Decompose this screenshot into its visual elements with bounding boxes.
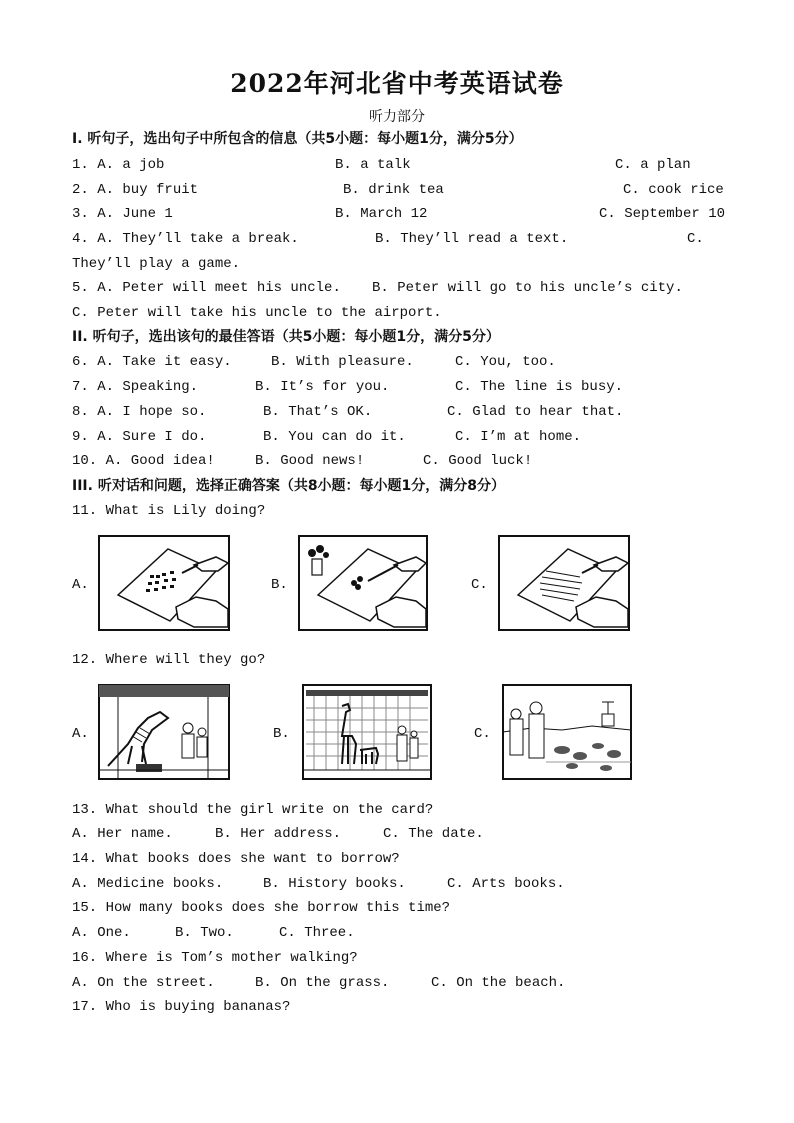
q11-picture-c-writing-letter	[498, 535, 630, 631]
q8-option-a: 8. A. I hope so.	[72, 404, 207, 420]
q7-option-a: 7. A. Speaking.	[72, 379, 199, 395]
q14-option-c: C. Arts books.	[447, 876, 565, 892]
q8-option-b: B. That’s OK.	[263, 404, 373, 420]
q11-picture-a-writing-table	[98, 535, 230, 631]
section-1-heading: Ⅰ. 听句子，选出句子中所包含的信息（共5小题：每小题1分，满分5分）	[72, 131, 523, 147]
q6-option-b: B. With pleasure.	[271, 354, 414, 370]
q2-option-c: C. cook rice	[623, 182, 724, 198]
q10-option-b: B. Good news!	[255, 453, 365, 469]
q13-question: 13. What should the girl write on the card?	[72, 802, 434, 818]
q12-question: 12. Where will they go?	[72, 652, 266, 668]
q11-pic-label-c: C.	[471, 577, 488, 593]
q12-picture-b-zoo	[302, 684, 432, 780]
q16-question: 16. Where is Tom’s mother walking?	[72, 950, 358, 966]
section-3-heading: III. 听对话和问题，选择正确答案（共8小题：每小题1分，满分8分）	[72, 478, 506, 494]
q13-option-b: B. Her address.	[215, 826, 342, 842]
q9-option-a: 9. A. Sure I do.	[72, 429, 207, 445]
q12-pic-label-a: A.	[72, 726, 89, 742]
q14-option-a: A. Medicine books.	[72, 876, 224, 892]
q15-option-b: B. Two.	[175, 925, 234, 941]
q10-option-a: 10. A. Good idea!	[72, 453, 215, 469]
q6-option-c: C. You, too.	[455, 354, 556, 370]
q4-option-c-text: They’ll play a game.	[72, 256, 241, 272]
q16-option-c: C. On the beach.	[431, 975, 566, 991]
q1-option-c: C. a plan	[615, 157, 691, 173]
q16-option-a: A. On the street.	[72, 975, 215, 991]
q14-option-b: B. History books.	[263, 876, 406, 892]
q12-picture-c-farm	[502, 684, 632, 780]
section-2-heading: II. 听句子，选出该句的最佳答语（共5小题：每小题1分，满分5分）	[72, 329, 500, 345]
q15-option-a: A. One.	[72, 925, 131, 941]
q8-option-c: C. Glad to hear that.	[447, 404, 624, 420]
q15-option-c: C. Three.	[279, 925, 355, 941]
q2-option-b: B. drink tea	[343, 182, 444, 198]
q11-pic-label-a: A.	[72, 577, 89, 593]
q13-option-a: A. Her name.	[72, 826, 173, 842]
q11-question: 11. What is Lily doing?	[72, 503, 266, 519]
q13-option-c: C. The date.	[383, 826, 484, 842]
exam-title: 2022年河北省中考英语试卷	[230, 69, 564, 98]
q14-question: 14. What books does she want to borrow?	[72, 851, 400, 867]
q7-option-c: C. The line is busy.	[455, 379, 624, 395]
q12-picture-a-museum	[98, 684, 230, 780]
q15-question: 15. How many books does she borrow this time?	[72, 900, 451, 916]
q4-option-c-letter: C.	[687, 231, 704, 247]
listening-part-heading: 听力部分	[369, 109, 425, 125]
q4-option-b: B. They’ll read a text.	[375, 231, 569, 247]
q5-option-c: C. Peter will take his uncle to the airport.	[72, 305, 442, 321]
q1-option-a: 1. A. a job	[72, 157, 165, 173]
q7-option-b: B. It’s for you.	[255, 379, 390, 395]
q3-option-c: C. September 10	[599, 206, 726, 222]
q9-option-b: B. You can do it.	[263, 429, 406, 445]
q17-question: 17. Who is buying bananas?	[72, 999, 291, 1015]
q4-option-a: 4. A. They’ll take a break.	[72, 231, 299, 247]
q3-option-a: 3. A. June 1	[72, 206, 173, 222]
q12-pic-label-b: B.	[273, 726, 290, 742]
q5-option-a: 5. A. Peter will meet his uncle.	[72, 280, 341, 296]
q3-option-b: B. March 12	[335, 206, 428, 222]
q11-pic-label-b: B.	[271, 577, 288, 593]
q12-pic-label-c: C.	[474, 726, 491, 742]
q1-option-b: B. a talk	[335, 157, 411, 173]
q11-picture-b-drawing-flowers	[298, 535, 428, 631]
q2-option-a: 2. A. buy fruit	[72, 182, 199, 198]
q9-option-c: C. I’m at home.	[455, 429, 582, 445]
q16-option-b: B. On the grass.	[255, 975, 390, 991]
q6-option-a: 6. A. Take it easy.	[72, 354, 232, 370]
q10-option-c: C. Good luck!	[423, 453, 533, 469]
q5-option-b: B. Peter will go to his uncle’s city.	[372, 280, 683, 296]
